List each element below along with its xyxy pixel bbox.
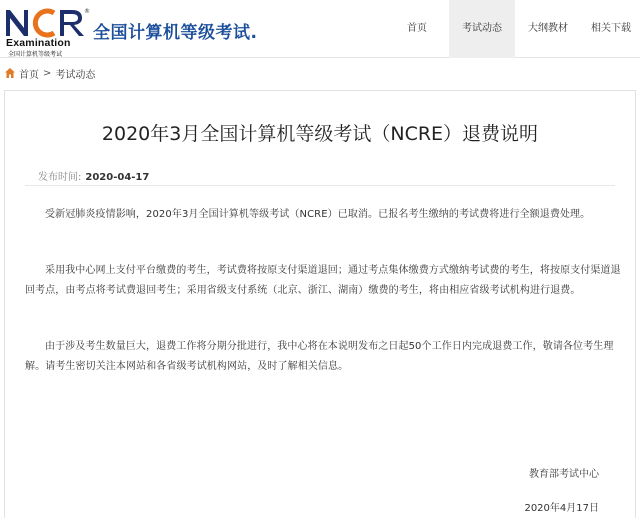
breadcrumb-current[interactable]: 考试动态 — [55, 69, 96, 81]
publish-time-label: 发布时间: — [38, 172, 82, 183]
breadcrumb — [4, 66, 95, 80]
signature-date: 2020年4月17日 — [524, 503, 599, 514]
logo-word: Examination — [6, 37, 71, 49]
site-header — [0, 0, 640, 58]
ncre-logo[interactable] — [4, 6, 90, 58]
meta-divider — [25, 185, 615, 186]
nav-item-exam-news[interactable]: 考试动态 — [449, 0, 515, 58]
main-nav — [385, 0, 640, 58]
article-title: 2020年3月全国计算机等级考试（NCRE）退费说明 — [101, 123, 539, 145]
nav-item-downloads[interactable]: 相关下载 — [591, 23, 631, 34]
logo-registered-mark: ® — [84, 8, 90, 15]
site-title[interactable]: 全国计算机等级考试. — [93, 23, 258, 43]
signature-organization: 教育部考试中心 — [529, 469, 599, 480]
nav-item-home[interactable]: 首页 — [407, 23, 427, 34]
article-paragraph: 由于涉及考生数量巨大，退费工作将分期分批进行，我中心将在本说明发布之日起50个工作日内完成退费工作，敬请各位考生理解。请考生密切关注本网站和各省级考试机构网站，及时了解相关信息。 — [25, 341, 614, 372]
article-paragraph: 采用我中心网上支付平台缴费的考生，考试费将按原支付渠道退回；通过考点集体缴费方式缴纳考试费的考生，将按原支付渠道退回考点，由考点将考试费退回考生；采用省级支付系统（北京、浙江、湖南）缴费的考生，将由相应省级考试机构进行退费。 — [25, 265, 621, 296]
article-paragraph: 受新冠肺炎疫情影响，2020年3月全国计算机等级考试（NCRE）已取消。已报名考生缴纳的考试费将进行全额退费处理。 — [45, 209, 591, 220]
article-meta — [38, 168, 149, 183]
nav-item-syllabus[interactable]: 大纲教材 — [528, 23, 568, 34]
publish-date: 2020-04-17 — [85, 172, 150, 183]
article-container — [4, 90, 636, 518]
ncr-logo-mark — [4, 6, 88, 38]
breadcrumb-separator: > — [43, 67, 52, 79]
breadcrumb-home[interactable]: 首页 — [19, 69, 39, 81]
home-icon[interactable] — [4, 67, 16, 79]
logo-subtitle: 全国计算机等级考试 — [8, 51, 63, 58]
